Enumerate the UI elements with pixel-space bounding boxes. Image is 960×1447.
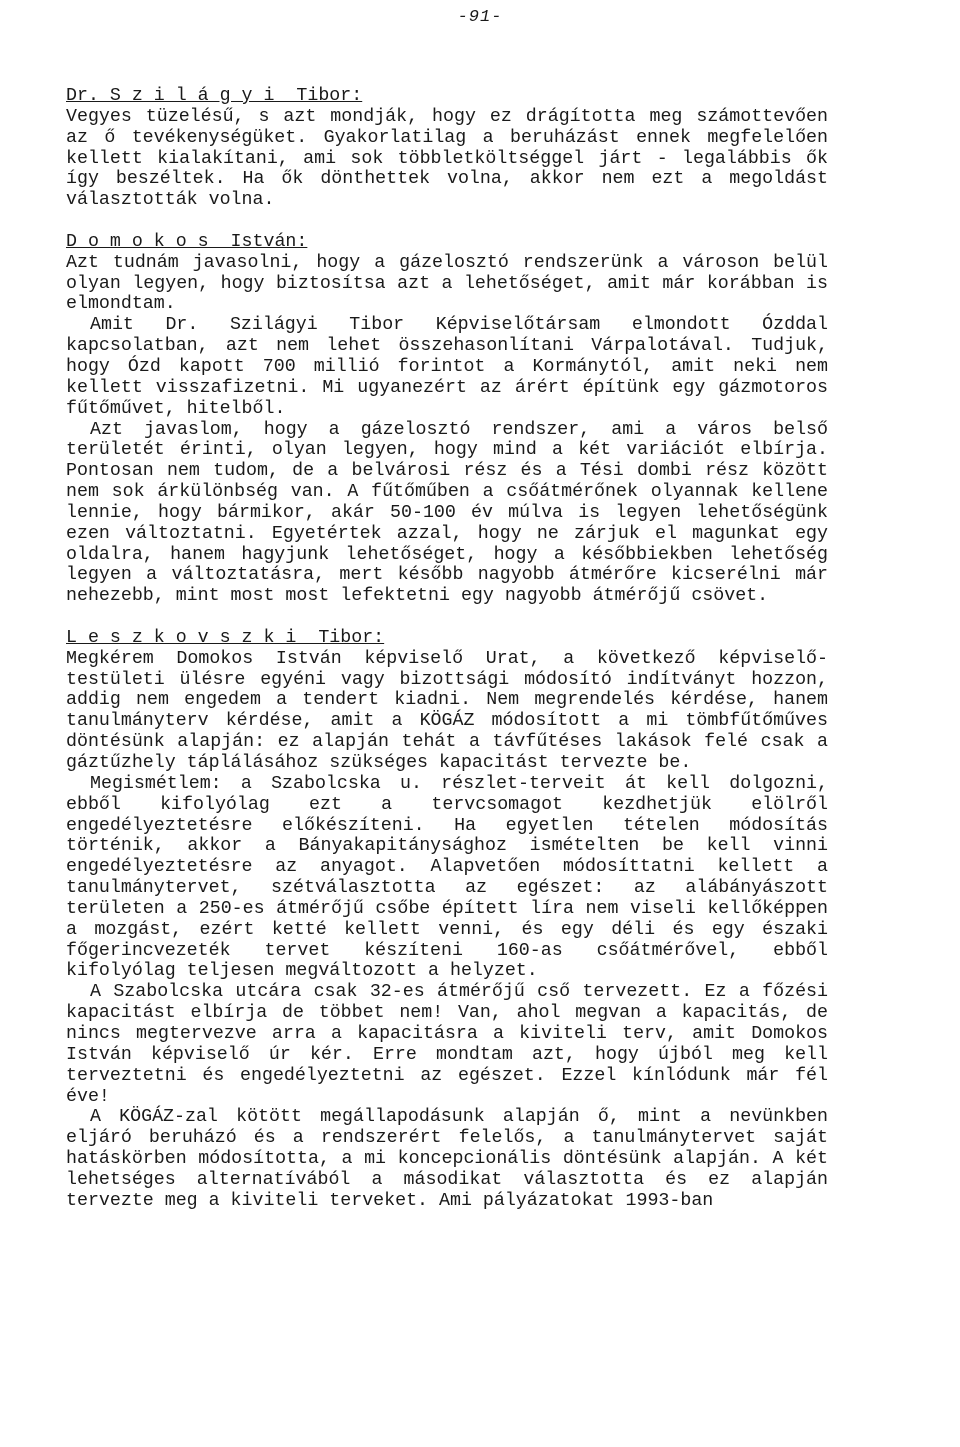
speech-paragraph: Vegyes tüzelésű, s azt mondják, hogy ez drágította meg számottevően az ő tevékenységüket. Gyakorlatilag a beruházást ennek megfelelően kellett kialakítani, ami sok többletköltséggel járt - legalábbis ők így beszéltek. Ha ők dönthettek volna, akkor nem ezt a megoldást választották volna.: [66, 106, 828, 211]
speech-paragraph: A KÖGÁZ-zal kötött megállapodásunk alapján ő, mint a nevünkben eljáró beruházó és a rendszerért felelős, a tanulmánytervet saját hatáskörben módosította, a mi koncepcionális döntésünk alapján. A két lehetséges alternatívából a másodikat választotta és ez alapján tervezte meg a kiviteli terveket. Ami pályázatokat 1993-ban: [66, 1107, 828, 1211]
speech-section: [66, 628, 828, 1212]
speech-paragraph: Megismétlem: a Szabolcska u. részlet-terveit át kell dolgozni, ebből kifolyólag ezt a tervcsomagot kezdhetjük elölről engedélyeztetésre előkészíteni. Ha egyetlen tételen módosítás történik, akkor a Bányakapitánysághoz ismételten be kell vinni engedélyeztetésre az anyagot. Alapvetően módosíttatni kellett a tanulmánytervet, szétválasztotta az egészet: az alábányászott területen a 250-es átmérőjű csőbe épített líra nem viseli kellőképpen a mozgást, ezért ketté kellett venni, és egy déli és egy északi főgerincvezeték tervet készíteni 160-as csőátmérővel, ebből kifolyólag teljesen megváltozott a helyzet.: [66, 773, 828, 982]
speech-paragraph: A Szabolcska utcára csak 32-es átmérőjű cső tervezett. Ez a főzési kapacitást elbírja de többet nem! Van, ahol megvan a kapacitás, de nincs megtervezve arra a kapacitásra a kiviteli terv, amit Domokos István képviselő úr kér. Erre mondtam azt, hogy újból meg kell terveztetni és engedélyeztetni az egészet. Ezzel kínlódunk már fél éve!: [66, 982, 828, 1107]
speech-paragraph: Azt javaslom, hogy a gázelosztó rendszer, ami a város belső területét érinti, olyan legyen, hogy mind a két variációt elbírja. Pontosan nem tudom, de a belvárosi rész és a Tési dombi rész között nem sok árkülönbség van. A fűtőműben a csőátmérőnek olyannak kellene lennie, hogy bármikor, akár 50-100 év múlva is legyen lehetőségünk ezen változtatni. Egyetértek azzal, hogy ne zárjuk el magunkat egy oldalra, hanem hagyjunk lehetőséget, hogy a későbbiekben lehetőség legyen a változtatásra, mert később nagyobb átmérőre kicserélni már nehezebb, mint most most lefektetni egy nagyobb átmérőjű csövet.: [66, 419, 828, 607]
document-body: [66, 86, 828, 1212]
page-number: -91-: [457, 8, 503, 27]
speaker-name: L e s z k o v s z k i Tibor:: [66, 627, 385, 648]
speaker-heading: [66, 628, 828, 649]
speech-paragraph: Azt tudnám javasolni, hogy a gázelosztó rendszerünk a városon belül olyan legyen, hogy biztosítsa azt a lehetőséget, amit már korábban is elmondtam.: [66, 252, 828, 315]
speech-section: [66, 86, 828, 211]
section-spacer: [66, 607, 828, 628]
speech-paragraph: Amit Dr. Szilágyi Tibor Képviselőtársam elmondott Ózddal kapcsolatban, azt nem lehet összehasonlítani Várpalotával. Tudjuk, hogy Ózd kapott 700 millió forintot a Kormánytól, amit neki nem kellett visszafizetni. Mi ugyanezért az árért építünk egy gázmotoros fűtőművet, hitelből.: [66, 315, 828, 419]
section-spacer: [66, 211, 828, 232]
speaker-name: Dr. S z i l á g y i Tibor:: [66, 86, 363, 106]
speech-paragraph: Megkérem Domokos István képviselő Urat, a következő képviselő-testületi ülésre egyéni vagy bizottsági módosító indítványt hozzon, addig nem engedem a tendert kiadni. Nem megrendelés kérdése, hanem tanulmányterv kérdése, amit a KÖGÁZ módosított a mi tömbfűtőműves döntésünk alapján: ez alapján tehát a távfűtéses lakások felé csak a gáztűzhely táplálásához szükséges kapacitást tervezte be.: [66, 648, 828, 773]
speaker-heading: [66, 232, 828, 253]
speech-section: [66, 232, 828, 607]
speaker-heading: [66, 86, 828, 107]
speaker-name: D o m o k o s István:: [66, 231, 308, 252]
